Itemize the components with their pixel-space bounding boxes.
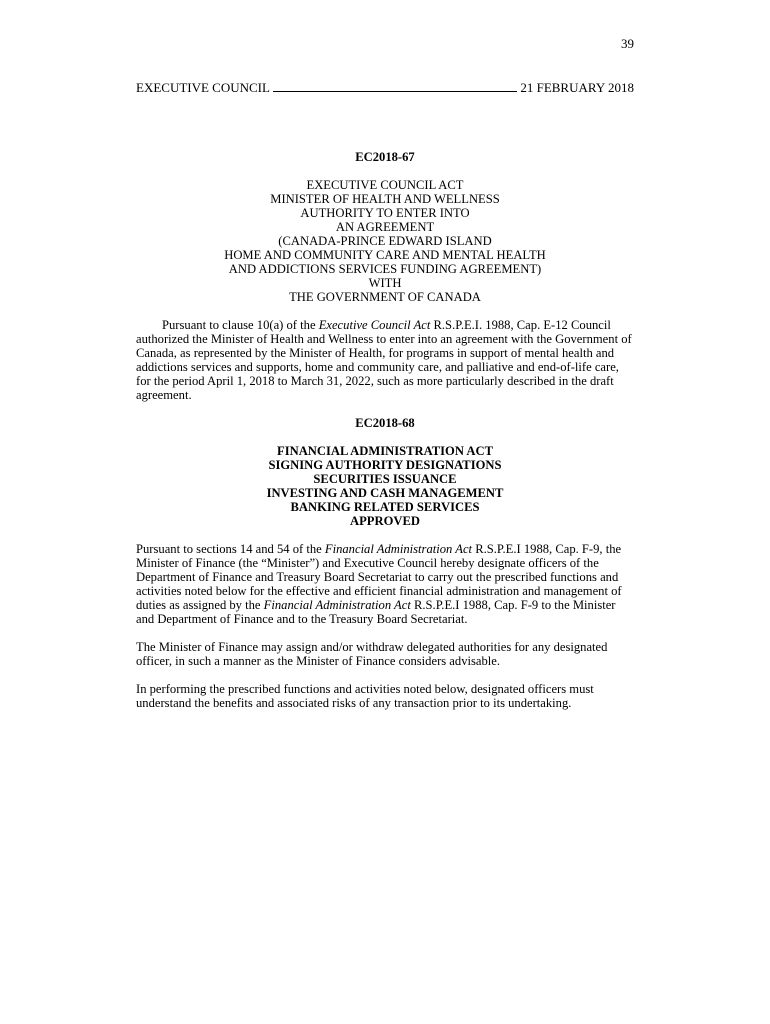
title-line: THE GOVERNMENT OF CANADA: [289, 290, 481, 304]
header-date: 21 FEBRUARY 2018: [520, 80, 634, 95]
order-paragraph: [136, 318, 634, 402]
title-line: AND ADDICTIONS SERVICES FUNDING AGREEMENT): [228, 262, 542, 276]
paragraph-text: Pursuant to clause 10(a) of the: [162, 318, 319, 332]
title-line: APPROVED: [350, 514, 420, 528]
title-line: BANKING RELATED SERVICES: [290, 500, 480, 514]
title-line: SECURITIES ISSUANCE: [313, 472, 457, 486]
order-number: EC2018-67: [355, 150, 415, 164]
title-line: SIGNING AUTHORITY DESIGNATIONS: [268, 458, 502, 472]
paragraph-text: Pursuant to sections 14 and 54 of the: [136, 542, 325, 556]
order-title: [136, 178, 634, 304]
title-line: WITH: [368, 276, 402, 290]
title-line: HOME AND COMMUNITY CARE AND MENTAL HEALTH: [224, 248, 546, 262]
act-name: Financial Administration Act: [324, 542, 473, 556]
order-paragraph: The Minister of Finance may assign and/or withdraw delegated authorities for any designated officer, in such a manner as the Minister of Finance considers advisable.: [136, 640, 608, 668]
title-line: MINISTER OF HEALTH AND WELLNESS: [270, 192, 500, 206]
header-left: EXECUTIVE COUNCIL: [136, 80, 270, 95]
order-number: EC2018-68: [355, 416, 415, 430]
order-paragraph: In performing the prescribed functions and activities noted below, designated officers must understand the benefits and associated risks of any transaction prior to its undertaking.: [136, 682, 594, 710]
title-line: AN AGREEMENT: [335, 220, 435, 234]
paragraph-text: R.S.P.E.I. 1988, Cap. E-12 Council authorized the Minister of Health and Wellness to enter into an agreement with the Government of Canada, as represented by the Minister of Health, for programs in support of mental health and addictions services and supports, home and community care, and palliative and end-of-life care, for the period April 1, 2018 to March 31, 2022, such as more particularly described in the draft agreement.: [136, 318, 632, 402]
title-line: (CANADA-PRINCE EDWARD ISLAND: [278, 234, 492, 248]
title-line: FINANCIAL ADMINISTRATION ACT: [277, 444, 493, 458]
page-number: 39: [621, 36, 634, 51]
act-name: Financial Administration Act: [263, 598, 411, 612]
header-rule: [273, 91, 517, 92]
paragraph-text: R.S.P.E.I 1988, Cap. F-9, the Minister of Finance (the “Minister”) and Executive Council hereby designate officers of the Department of Finance and Treasury Board Secretariat to carry out the prescribed functions and activities noted below for the effective and efficient financial administration and management of duties as assigned by the: [136, 542, 622, 612]
act-name: Executive Council Act: [318, 318, 431, 332]
running-header: [136, 80, 634, 96]
title-line: EXECUTIVE COUNCIL ACT: [306, 178, 464, 192]
order-title: [136, 444, 634, 528]
title-line: INVESTING AND CASH MANAGEMENT: [266, 486, 504, 500]
paragraph-text: R.S.P.E.I 1988, Cap. F-9 to the Minister and Department of Finance and to the Treasury Board Secretariat.: [136, 598, 616, 626]
document-body: [136, 150, 634, 724]
order-paragraph: [136, 542, 634, 626]
title-line: AUTHORITY TO ENTER INTO: [300, 206, 470, 220]
